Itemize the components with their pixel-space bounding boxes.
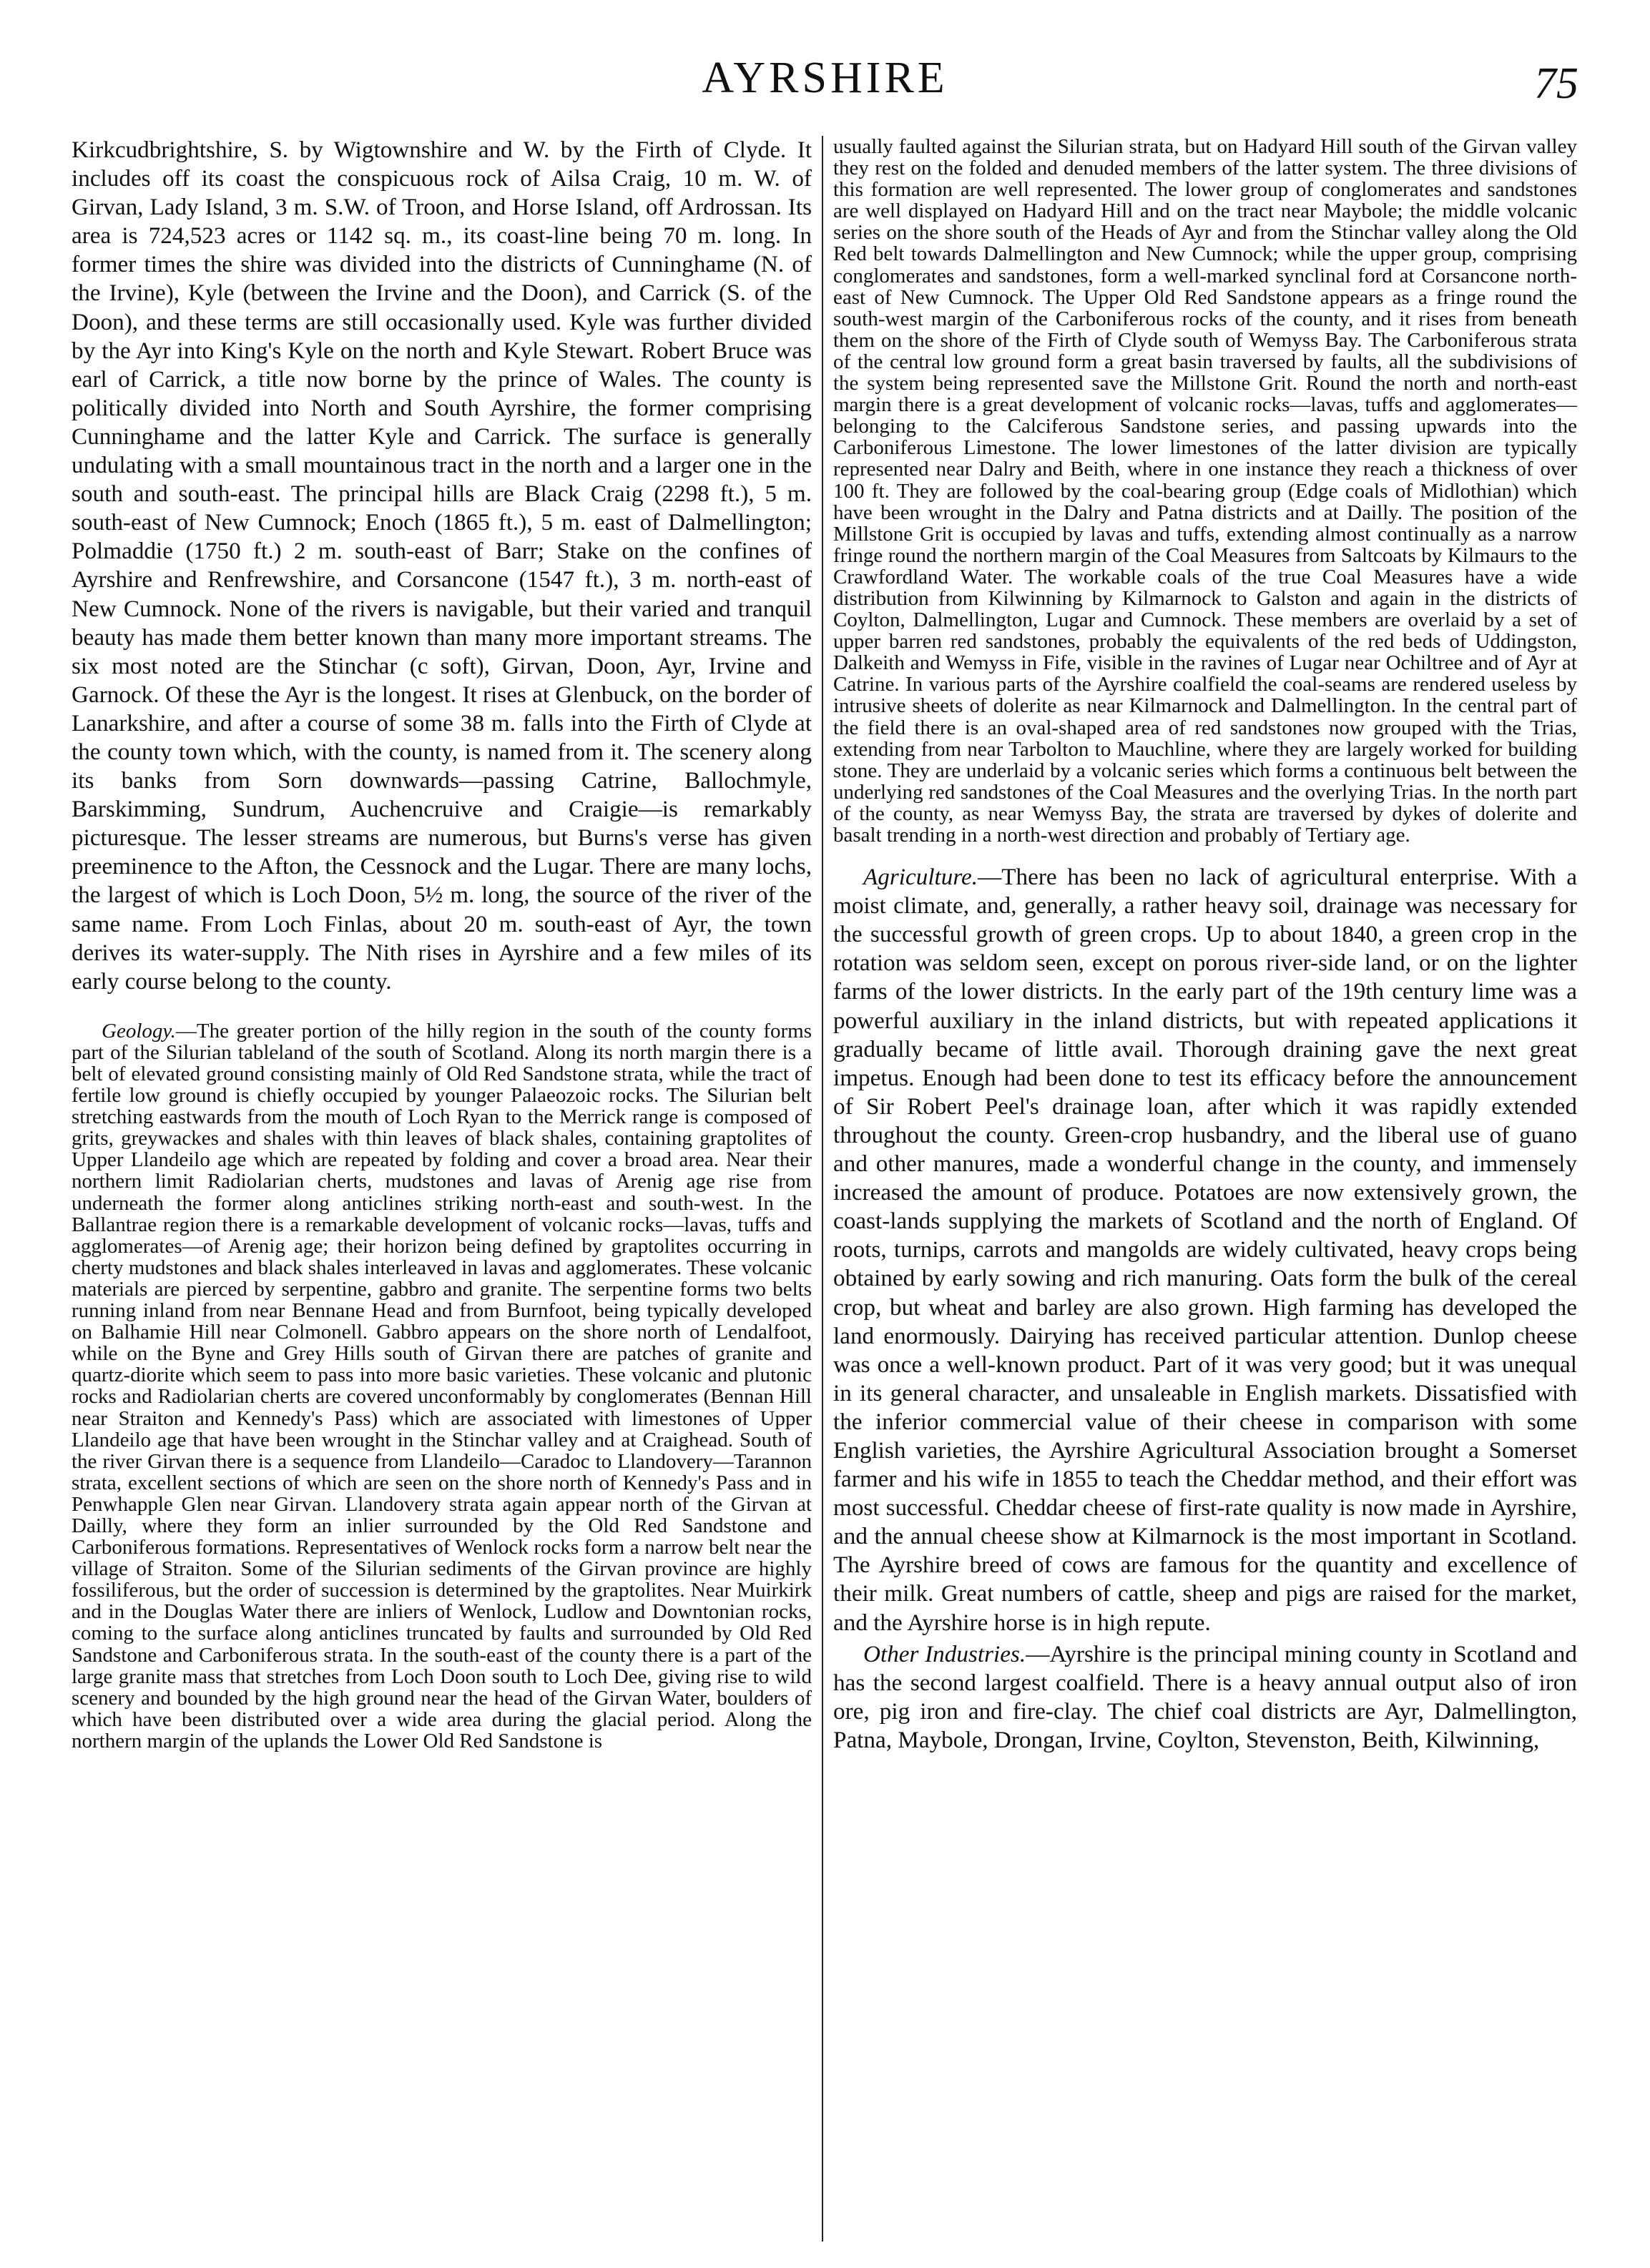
page-header <box>0 56 1650 120</box>
page-number: 75 <box>1534 59 1578 108</box>
column-divider <box>822 136 823 2242</box>
running-head: AYRSHIRE <box>702 54 948 102</box>
right-column <box>833 136 1577 1755</box>
left-column <box>72 136 812 1752</box>
agriculture-paragraph <box>833 863 1577 1637</box>
agriculture-heading: Agriculture. <box>863 864 978 891</box>
agriculture-text: —There has been no lack of agricultural enterprise. With a moist climate, and, generally, a rather heavy soil, drainage was necessary for the successful growth of green crops. Up to about 1840, a green crop in the rotation was seldom seen, except on porous river-side land, or on the lighter farms of the lower districts. In the early part of the 19th century lime was a powerful auxiliary in the inland districts, but with repeated applications it gradually became of little avail. Thorough draining gave the next great impetus. Enough had been done to test its efficacy before the announcement of Sir Robert Peel's drainage loan, after which it was rapidly extended throughout the county. Green-crop husbandry, and the liberal use of guano and other manures, made a wonderful change in the county, and immensely increased the amount of produce. Potatoes are now extensively grown, the coast-lands supplying the markets of Scotland and the north of England. Of roots, turnips, carrots and mangolds are widely cultivated, heavy crops being obtained by early sowing and rich manuring. Oats form the bulk of the cereal crop, but wheat and barley are also grown. High farming has developed the land enormously. Dairying has received particular attention. Dunlop cheese was once a well-known product. Part of it was very good; but it was unequal in its general character, and unsaleable in English markets. Dissatisfied with the inferior commercial value of their cheese in comparison with some English varieties, the Ayrshire Agricultural Association brought a Somerset farmer and his wife in 1855 to teach the Cheddar method, and their effort was most successful. Cheddar cheese of first-rate quality is now made in Ayrshire, and the annual cheese show at Kilmarnock is the most important in Scotland. The Ayrshire breed of cows are famous for the quantity and excellence of their milk. Great numbers of cattle, sheep and pigs are raised for the market, and the Ayrshire horse is in high repute. <box>833 864 1577 1636</box>
geology-heading: Geology. <box>102 1019 176 1042</box>
industries-text: —Ayrshire is the principal mining county in Scotland and has the second largest coalfield. There is a heavy annual output also of iron ore, pig iron and fire-clay. The chief coal districts are Ayr, Dalmellington, Patna, Maybole, Drongan, Irvine, Coylton, Stevenston, Beith, Kilwinning, <box>833 1640 1577 1753</box>
geology-continuation: usually faulted against the Silurian strata, but on Hadyard Hill south of the Girvan valley they rest on the folded and denuded members of the latter system. The three divisions of this formation are well represented. The lower group of conglomerates and sandstones are well displayed on Hadyard Hill and on the tract near Maybole; the middle volcanic series on the shore south of the Heads of Ayr and from the Stinchar valley along the Old Red belt towards Dalmellington and New Cumnock; while the upper group, comprising conglomerates and sandstones, form a well-marked synclinal ford at Corsancone north-east of New Cumnock. The Upper Old Red Sandstone appears as a fringe round the south-west margin of the Carboniferous rocks of the county, and it rises from beneath them on the shore of the Firth of Clyde south of Wemyss Bay. The Carboniferous strata of the central low ground form a great basin traversed by faults, all the subdivisions of the system being represented save the Millstone Grit. Round the north and north-east margin there is a great development of volcanic rocks—lavas, tuffs and agglomerates—belonging to the Calciferous Sandstone series, and passing upwards into the Carboniferous Limestone. The lower limestones of the latter division are typically represented near Dalry and Beith, where in one instance they reach a thickness of over 100 ft. They are followed by the coal-bearing group (Edge coals of Midlothian) which have been wrought in the Dalry and Patna districts and at Dailly. The position of the Millstone Grit is occupied by lavas and tuffs, extending almost continually as a narrow fringe round the northern margin of the Coal Measures from Saltcoats by Kilmaurs to the Crawfordland Water. The workable coals of the true Coal Measures have a wide distribution from Kilwinning by Kilmarnock to Galston and again in the districts of Coylton, Dalmellington, Lugar and Cumnock. These members are overlaid by a set of upper barren red sandstones, probably the equivalents of the red beds of Uddingston, Dalkeith and Wemyss in Fife, visible in the ravines of Lugar near Ochiltree and of Ayr at Catrine. In various parts of the Ayrshire coalfield the coal-seams are rendered useless by intrusive sheets of dolerite as near Kilmarnock and Dalmellington. In the central part of the field there is an oval-shaped area of red sandstones now grouped with the Trias, extending from near Tarbolton to Mauchline, where they are largely worked for building stone. They are underlaid by a volcanic series which forms a continuous belt between the underlying red sandstones of the Coal Measures and the overlying Trias. In the north part of the county, as near Wemyss Bay, the strata are traversed by dykes of dolerite and basalt trending in a north-west direction and probably of Tertiary age. <box>833 135 1577 847</box>
intro-paragraph: Kirkcudbrightshire, S. by Wigtownshire and W. by the Firth of Clyde. It includes off its coast the conspicuous rock of Ailsa Craig, 10 m. W. of Girvan, Lady Island, 3 m. S.W. of Troon, and Horse Island, off Ardrossan. Its area is 724,523 acres or 1142 sq. m., its coast-line being 70 m. long. In former times the shire was divided into the districts of Cunninghame (N. of the Irvine), Kyle (between the Irvine and the Doon), and Carrick (S. of the Doon), and these terms are still occasionally used. Kyle was further divided by the Ayr into King's Kyle on the north and Kyle Stewart. Robert Bruce was earl of Carrick, a title now borne by the prince of Wales. The county is politically divided into North and South Ayrshire, the former comprising Cunninghame and the latter Kyle and Carrick. The surface is generally undulating with a small mountainous tract in the north and a larger one in the south and south-east. The principal hills are Black Craig (2298 ft.), 5 m. south-east of New Cumnock; Enoch (1865 ft.), 5 m. east of Dalmellington; Polmaddie (1750 ft.) 2 m. south-east of Barr; Stake on the confines of Ayrshire and Renfrewshire, and Corsancone (1547 ft.), 3 m. north-east of New Cumnock. None of the rivers is navigable, but their varied and tranquil beauty has made them better known than many more important streams. The six most noted are the Stinchar (c soft), Girvan, Doon, Ayr, Irvine and Garnock. Of these the Ayr is the longest. It rises at Glenbuck, on the border of Lanarkshire, and after a course of some 38 m. falls into the Firth of Clyde at the county town which, with the county, is named from it. The scenery along its banks from Sorn downwards—passing Catrine, Ballochmyle, Barskimming, Sundrum, Auchencruive and Craigie—is remarkably picturesque. The lesser streams are numerous, but Burns's verse has given preeminence to the Afton, the Cessnock and the Lugar. There are many lochs, the largest of which is Loch Doon, 5½ m. long, the source of the river of the same name. From Loch Finlas, about 20 m. south-east of Ayr, the town derives its water-supply. The Nith rises in Ayrshire and a few miles of its early course belong to the county. <box>72 137 812 995</box>
industries-paragraph <box>833 1640 1577 1755</box>
industries-heading: Other Industries. <box>863 1640 1026 1667</box>
geology-paragraph <box>72 1020 812 1752</box>
geology-text: —The greater portion of the hilly region in the south of the county forms part of the Silurian tableland of the south of Scotland. Along its north margin there is a belt of elevated ground consisting mainly of Old Red Sandstone strata, while the tract of fertile low ground is chiefly occupied by younger Palaeozoic rocks. The Silurian belt stretching eastwards from the mouth of Loch Ryan to the Merrick range is composed of grits, greywackes and shales with thin leaves of black shales, containing graptolites of Upper Llandeilo age which are repeated by folding and cover a broad area. Near their northern limit Radiolarian cherts, mudstones and lavas of Arenig age rise from underneath the former along anticlines striking north-east and south-west. In the Ballantrae region there is a remarkable development of volcanic rocks—lavas, tuffs and agglomerates—of Arenig age; their horizon being defined by graptolites occurring in cherty mudstones and black shales interleaved in lavas and agglomerates. These volcanic materials are pierced by serpentine, gabbro and granite. The serpentine forms two belts running inland from near Bennane Head and from Burnfoot, being typically developed on Balhamie Hill near Colmonell. Gabbro appears on the shore north of Lendalfoot, while on the Byne and Grey Hills south of Girvan there are patches of granite and quartz-diorite which seem to pass into more basic varieties. These volcanic and plutonic rocks and Radiolarian cherts are covered unconformably by conglomerates (Bennan Hill near Straiton and Kennedy's Pass) which are associated with limestones of Upper Llandeilo age that have been wrought in the Stinchar valley and at Craighead. South of the river Girvan there is a sequence from Llandeilo—Caradoc to Llandovery—Tarannon strata, excellent sections of which are seen on the shore north of Kennedy's Pass and in Penwhapple Glen near Girvan. Llandovery strata again appear north of the Girvan at Dailly, where they form an inlier surrounded by the Old Red Sandstone and Carboniferous formations. Representatives of Wenlock rocks form a narrow belt near the village of Straiton. Some of the Silurian sediments of the Girvan province are highly fossiliferous, but the order of succession is determined by the graptolites. Near Muirkirk and in the Douglas Water there are inliers of Wenlock, Ludlow and Downtonian rocks, coming to the surface along anticlines truncated by faults and surrounded by Old Red Sandstone and Carboniferous strata. In the south-east of the county there is a part of the large granite mass that stretches from Loch Doon south to Loch Dee, giving rise to wild scenery and bounded by the high ground near the head of the Girvan Water, boulders of which have been distributed over a wide area during the glacial period. Along the northern margin of the uplands the Lower Old Red Sandstone is <box>72 1019 812 1752</box>
